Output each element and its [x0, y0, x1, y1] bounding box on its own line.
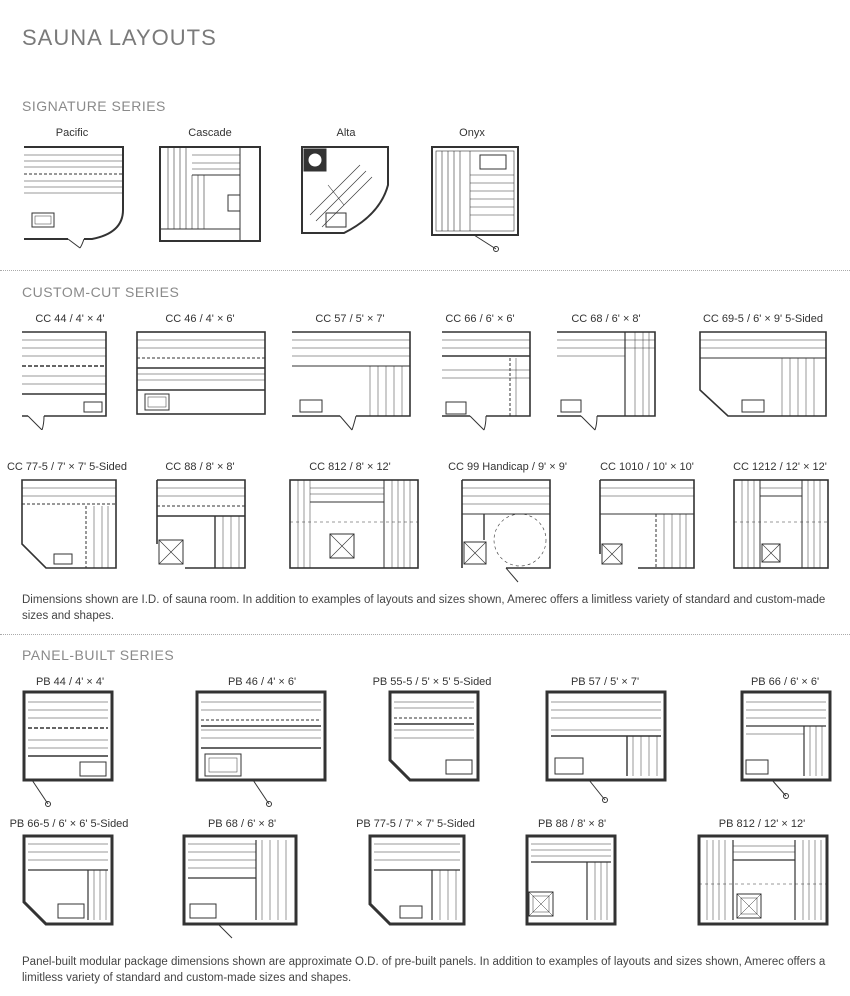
floorplan-pacific: [22, 145, 127, 250]
floorplan-alta: [300, 145, 392, 237]
layout-label: PB 55-5 / 5' × 5' 5-Sided: [372, 676, 492, 688]
floorplan-cc68: [555, 330, 660, 435]
floorplan-cc44: [20, 330, 110, 430]
floorplan-cc99: [460, 478, 555, 583]
layout-label: PB 66 / 6' × 6': [750, 676, 820, 688]
custom-cut-series-heading: CUSTOM-CUT SERIES: [22, 284, 180, 300]
layout-label: PB 77-5 / 7' × 7' 5-Sided: [356, 818, 475, 830]
layout-label: PB 66-5 / 6' × 6' 5-Sided: [9, 818, 129, 830]
floorplan-onyx: [430, 145, 522, 255]
section-divider: [0, 634, 850, 635]
floorplan-pb57: [545, 690, 670, 805]
layout-label: CC 77-5 / 7' × 7' 5-Sided: [6, 461, 128, 473]
panel-built-series-heading: PANEL-BUILT SERIES: [22, 647, 175, 663]
layout-label: CC 88 / 8' × 8': [165, 461, 235, 473]
custom-cut-footnote: Dimensions shown are I.D. of sauna room. In addition to examples of layouts and sizes shown, Amerec offers a limitless variety of standard and custom-made sizes and shapes.: [22, 594, 826, 622]
layout-label: CC 1010 / 10' × 10': [600, 461, 694, 473]
floorplan-cc66: [440, 330, 535, 435]
layout-label: Onyx: [459, 127, 485, 139]
floorplan-pb812: [697, 834, 832, 934]
layout-label: CC 99 Handicap / 9' × 9': [448, 461, 567, 473]
floorplan-cc57: [290, 330, 415, 435]
floorplan-pb88: [525, 834, 620, 934]
layout-label: PB 57 / 5' × 7': [570, 676, 640, 688]
layout-label: Alta: [336, 127, 356, 139]
floorplan-cc1212: [732, 478, 832, 578]
layout-label: CC 46 / 4' × 6': [165, 313, 235, 325]
floorplan-pb66: [740, 690, 835, 800]
floorplan-pb66-5: [22, 834, 117, 939]
floorplan-pb77-5: [368, 834, 470, 939]
layout-label: CC 57 / 5' × 7': [315, 313, 385, 325]
layout-label: CC 66 / 6' × 6': [445, 313, 515, 325]
layout-label: PB 812 / 12' × 12': [718, 818, 806, 830]
floorplan-cc812: [288, 478, 423, 578]
floorplan-pb46: [195, 690, 330, 810]
floorplan-cascade: [158, 145, 263, 245]
floorplan-cc1010: [598, 478, 698, 578]
layout-label: CC 812 / 8' × 12': [309, 461, 391, 473]
floorplan-pb55-5: [388, 690, 483, 800]
layout-label: CC 68 / 6' × 8': [571, 313, 641, 325]
layout-label: CC 1212 / 12' × 12': [733, 461, 827, 473]
layout-label: PB 88 / 8' × 8': [537, 818, 607, 830]
layout-label: CC 44 / 4' × 4': [35, 313, 105, 325]
floorplan-cc77-5: [20, 478, 120, 573]
layout-label: PB 46 / 4' × 6': [227, 676, 297, 688]
floorplan-cc46: [135, 330, 270, 430]
signature-series-heading: SIGNATURE SERIES: [22, 98, 166, 114]
layout-label: Cascade: [188, 127, 232, 139]
layout-label: CC 69-5 / 6' × 9' 5-Sided: [702, 313, 824, 325]
floorplan-pb44: [22, 690, 117, 810]
floorplan-pb68: [182, 834, 302, 939]
floorplan-cc69-5: [698, 330, 833, 435]
layout-label: Pacific: [55, 127, 89, 139]
page-title: SAUNA LAYOUTS: [22, 24, 217, 50]
panel-built-footnote: Panel-built modular package dimensions shown are approximate O.D. of pre-built panels. In addition to examples of layouts and sizes shown, Amerec offers a limitless variety of standard and custom-made sizes and shapes.: [22, 956, 826, 984]
floorplan-cc88: [155, 478, 250, 578]
layout-label: PB 44 / 4' × 4': [35, 676, 105, 688]
section-divider: [0, 270, 850, 271]
layout-label: PB 68 / 6' × 8': [207, 818, 277, 830]
